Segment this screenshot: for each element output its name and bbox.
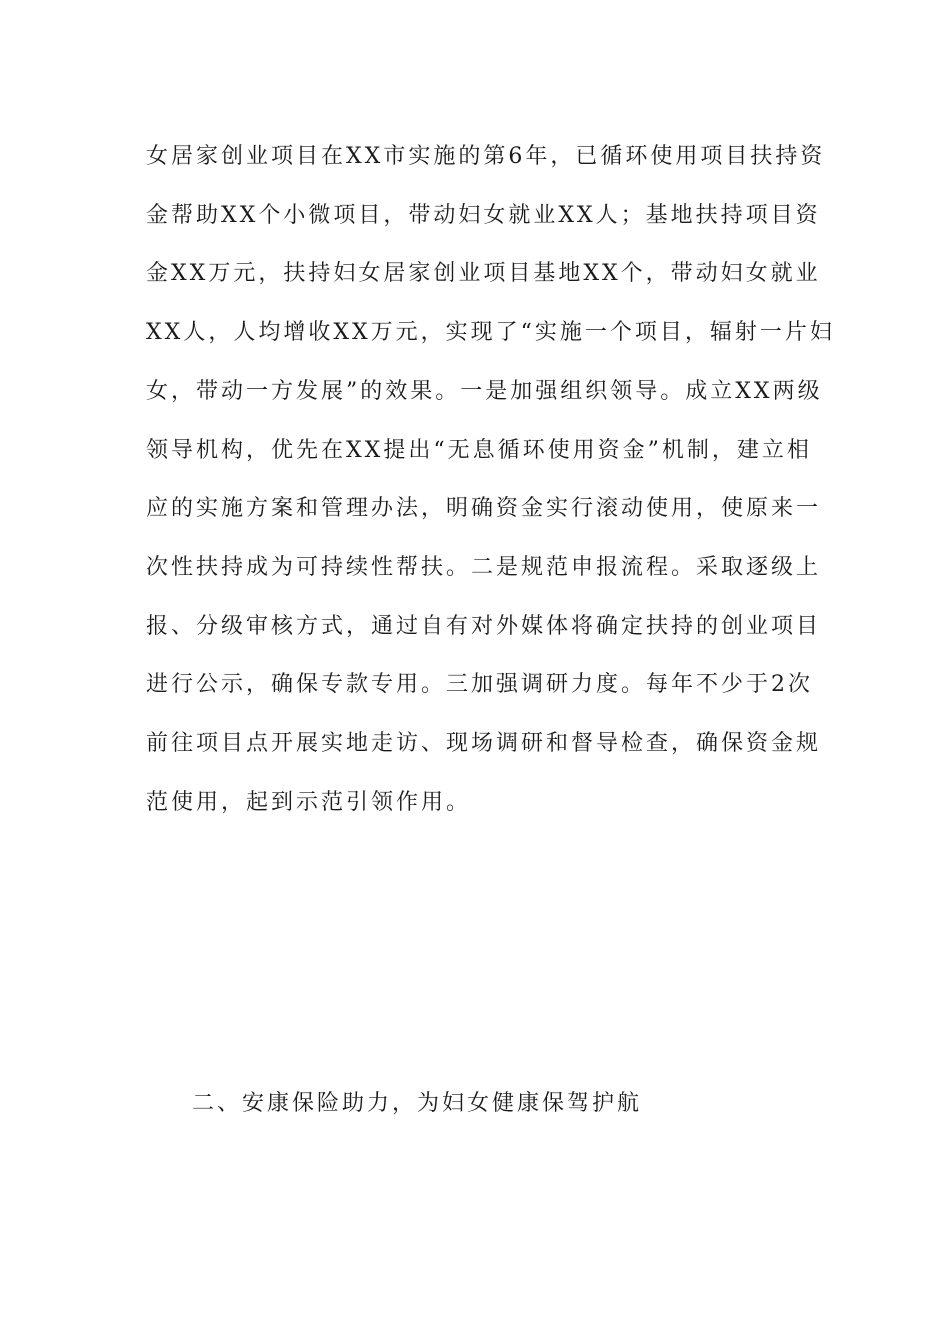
paragraph-line: 女居家创业项目在XX市实施的第6年，已循环使用项目扶持资 [146,144,826,169]
paragraph-line: 范使用，起到示范引领作用。 [146,789,472,815]
paragraph-line: 领导机构，优先在XX提出“无息循环使用资金”机制，建立相 [146,437,812,463]
paragraph-line: 前往项目点开展实地走访、现场调研和督导检查，确保资金规 [146,731,822,757]
paragraph-line: XX人，人均增收XX万元，实现了“实施一个项目，辐射一片妇 [146,320,835,346]
paragraph-line: 进行公示，确保专款专用。三加强调研力度。每年不少于2次 [146,672,813,698]
paragraph-line: 次性扶持成为可持续性帮扶。二是规范申报流程。采取逐级上 [146,554,822,580]
paragraph-line: 女，带动一方发展”的效果。一是加强组织领导。成立XX两级 [146,378,823,404]
body-paragraph [146,128,835,832]
section-heading: 二、安康保险助力，为妇女健康保驾护航 [192,1091,643,1116]
paragraph-line: 金XX万元，扶持妇女居家创业项目基地XX个，带动妇女就业 [146,261,821,287]
paragraph-line: 报、分级审核方式，通过自有对外媒体将确定扶持的创业项目 [146,613,822,639]
paragraph-line: 应的实施方案和管理办法，明确资金实行滚动使用，使原来一 [146,496,822,522]
paragraph-line: 金帮助XX个小微项目，带动妇女就业XX人；基地扶持项目资 [146,202,821,228]
